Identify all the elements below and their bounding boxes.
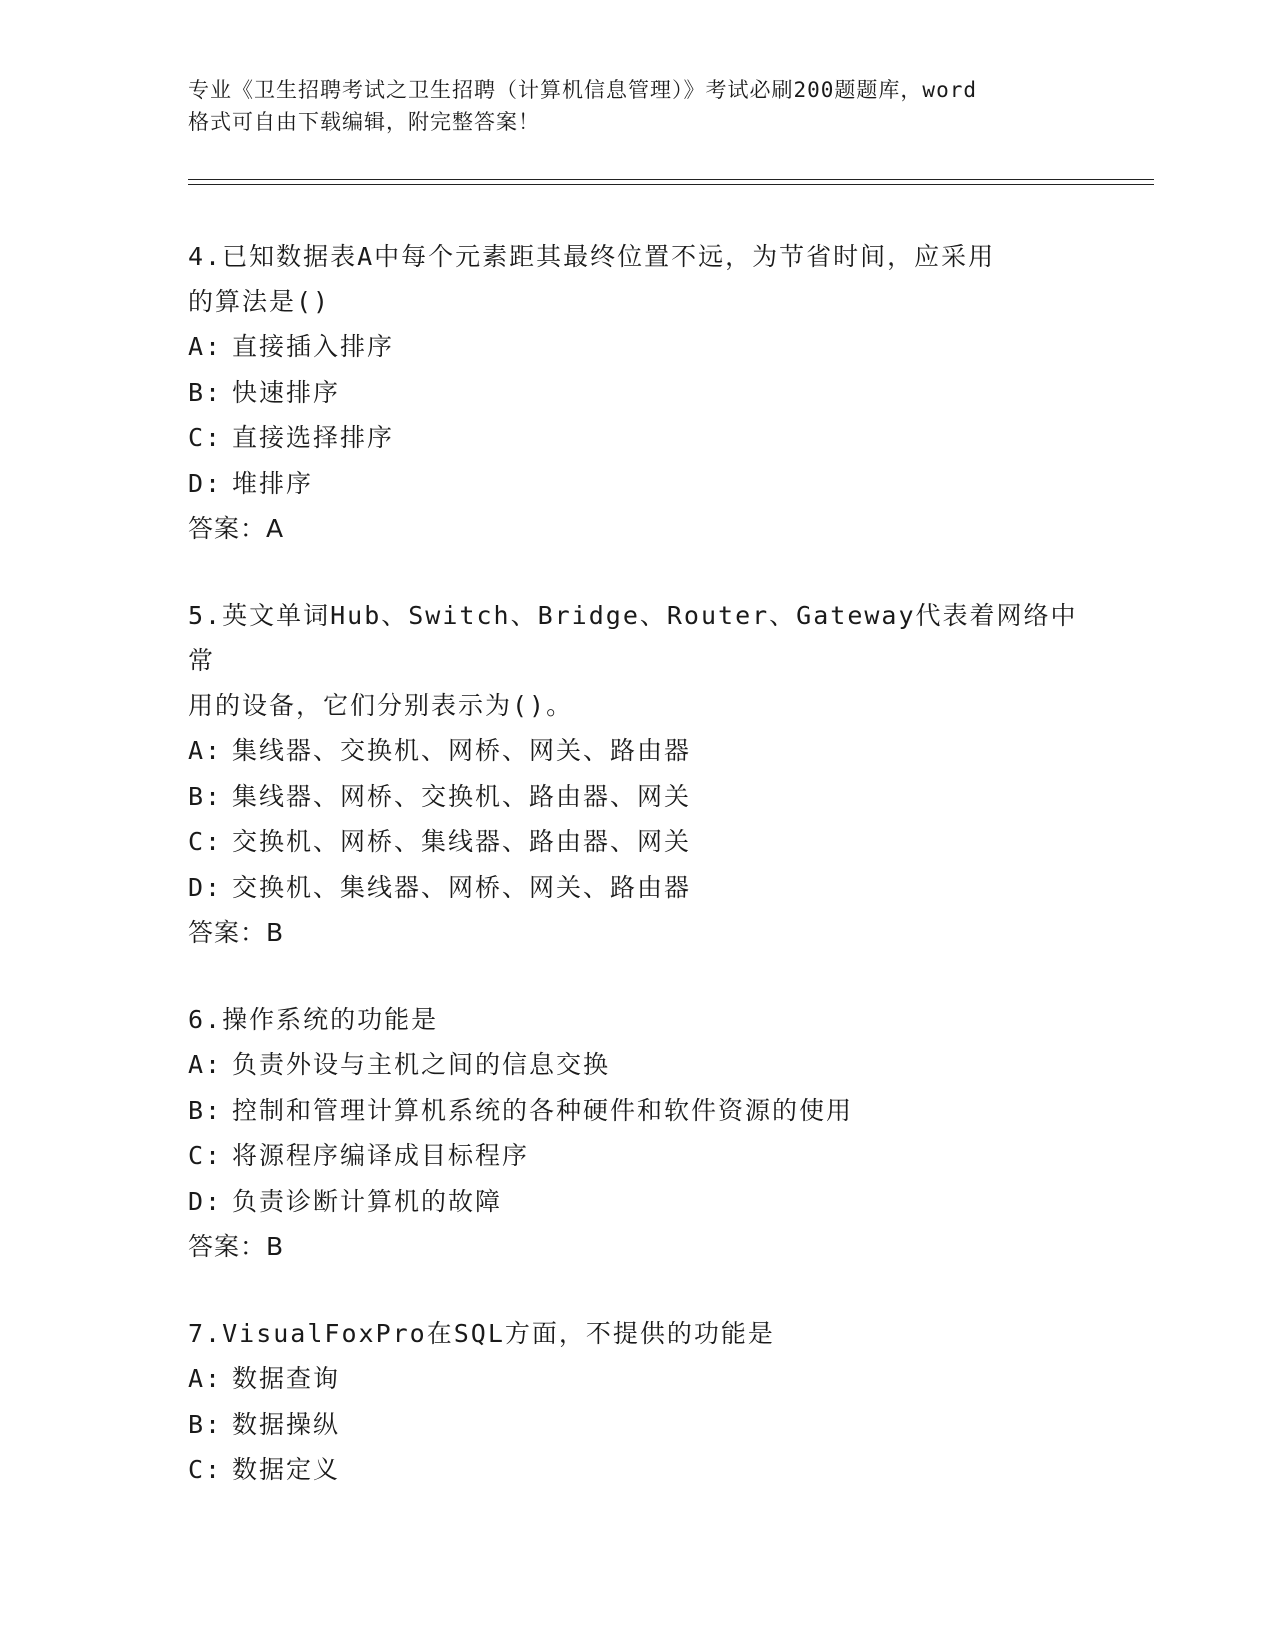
option-text: 交换机、网桥、集线器、路由器、网关	[232, 827, 692, 856]
answer-label: 答案：B	[188, 918, 285, 947]
option-text: 数据操纵	[232, 1409, 341, 1439]
option-text: 堆排序	[232, 468, 314, 498]
option-key: C:	[188, 1455, 223, 1484]
option-b	[188, 1088, 1088, 1134]
option-key: B:	[188, 1095, 223, 1125]
answer-label: 答案：B	[188, 1232, 285, 1261]
option-key: A:	[188, 1364, 223, 1393]
option-text: 快速排序	[232, 377, 341, 407]
option-text: 将源程序编译成目标程序	[232, 1141, 530, 1170]
option-key: D:	[188, 468, 223, 498]
option-c	[188, 415, 1088, 461]
option-a	[188, 728, 1088, 774]
question-stem-line: 用的设备，它们分别表示为()。	[188, 691, 574, 720]
option-text: 负责诊断计算机的故障	[232, 1186, 503, 1216]
option-key: A:	[188, 736, 223, 765]
document-header	[188, 74, 1088, 138]
option-b	[188, 1402, 1088, 1448]
question-stem-line: 5.英文单词Hub、Switch、Bridge、Router、Gateway代表着网络中常	[188, 601, 1078, 675]
option-text: 数据定义	[232, 1455, 341, 1484]
option-c	[188, 1447, 1088, 1493]
option-a	[188, 324, 1088, 370]
option-text: 集线器、交换机、网桥、网关、路由器	[232, 736, 692, 765]
option-text: 交换机、集线器、网桥、网关、路由器	[232, 872, 692, 902]
option-text: 数据查询	[232, 1364, 341, 1393]
option-a	[188, 1356, 1088, 1402]
option-text: 直接选择排序	[232, 423, 395, 452]
option-key: C:	[188, 1141, 223, 1170]
option-key: A:	[188, 332, 223, 361]
question-list	[188, 234, 1088, 1535]
question-stem-line: 4.已知数据表A中每个元素距其最终位置不远，为节省时间，应采用	[188, 242, 996, 271]
header-divider-top	[188, 179, 1154, 180]
option-key: A:	[188, 1050, 223, 1079]
option-d	[188, 865, 1088, 911]
option-a	[188, 1042, 1088, 1088]
option-d	[188, 461, 1088, 507]
question-4	[188, 234, 1088, 551]
question-stem-line: 7.VisualFoxPro在SQL方面，不提供的功能是	[188, 1319, 775, 1348]
option-d	[188, 1179, 1088, 1225]
option-key: C:	[188, 423, 223, 452]
header-title-line-2: 格式可自由下载编辑，附完整答案！	[188, 110, 540, 134]
option-text: 负责外设与主机之间的信息交换	[232, 1050, 611, 1079]
option-c	[188, 819, 1088, 865]
option-key: B:	[188, 781, 223, 811]
option-text: 控制和管理计算机系统的各种硬件和软件资源的使用	[232, 1095, 854, 1125]
option-text: 集线器、网桥、交换机、路由器、网关	[232, 781, 692, 811]
option-key: B:	[188, 377, 223, 407]
option-text: 直接插入排序	[232, 332, 395, 361]
answer-label: 答案：A	[188, 514, 285, 543]
option-b	[188, 370, 1088, 416]
question-7	[188, 1311, 1088, 1493]
header-divider-bottom	[188, 184, 1154, 185]
question-stem-line: 的算法是()	[188, 287, 331, 316]
question-6	[188, 997, 1088, 1269]
option-key: C:	[188, 827, 223, 856]
question-stem-line: 6.操作系统的功能是	[188, 1005, 439, 1034]
question-5	[188, 593, 1088, 955]
option-c	[188, 1133, 1088, 1179]
option-key: D:	[188, 1186, 223, 1216]
option-b	[188, 774, 1088, 820]
option-key: D:	[188, 872, 223, 902]
option-key: B:	[188, 1409, 223, 1439]
header-title-line-1: 专业《卫生招聘考试之卫生招聘（计算机信息管理）》考试必刷200题题库，word	[188, 78, 977, 102]
